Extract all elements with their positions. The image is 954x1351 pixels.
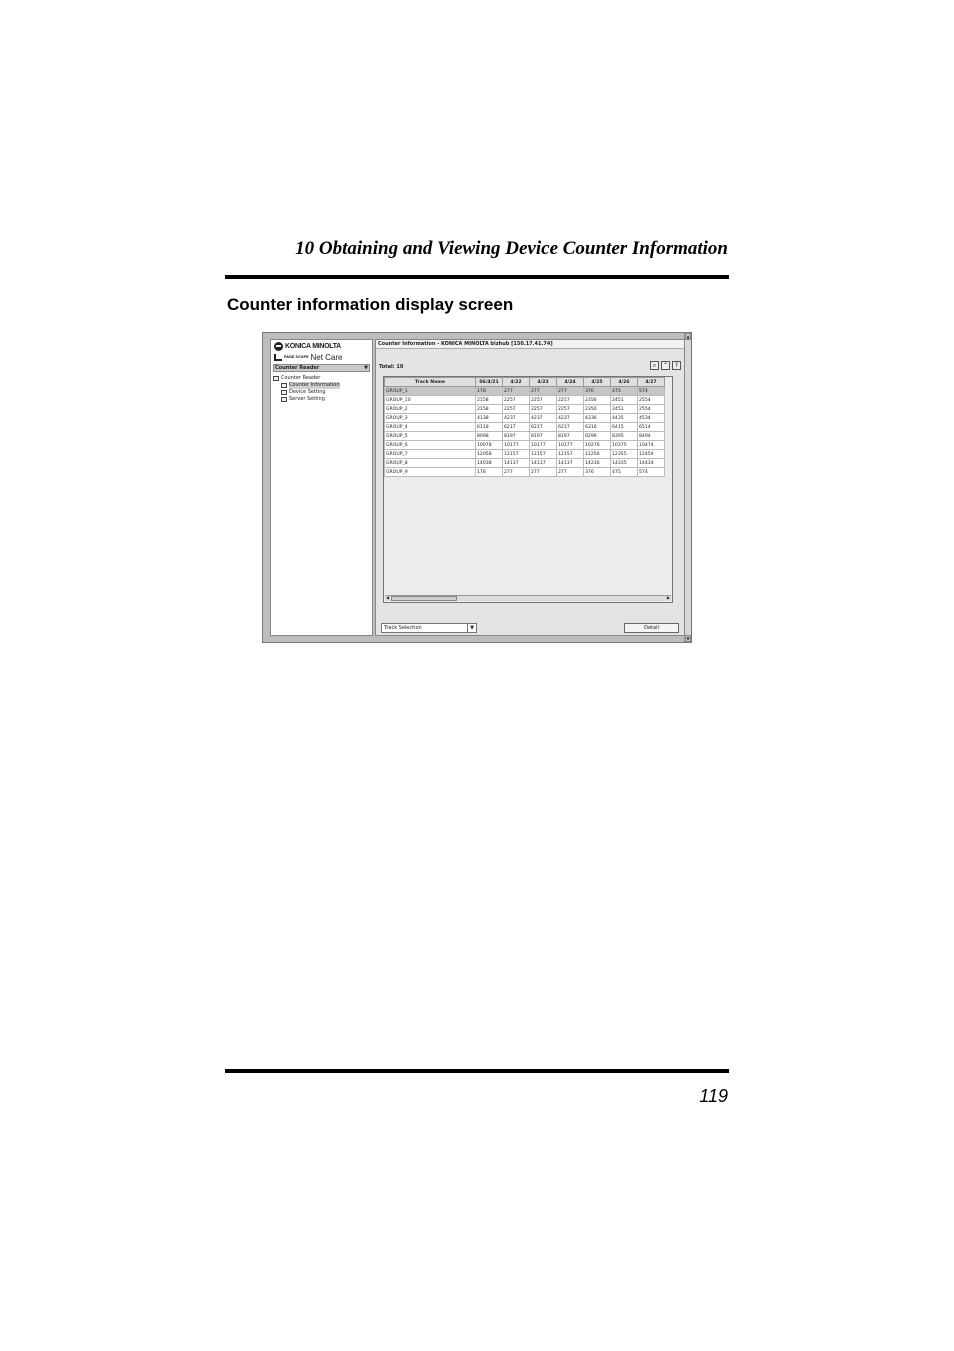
counter-cell: 8296 <box>584 432 611 441</box>
scroll-up-icon[interactable]: ▲ <box>686 334 690 339</box>
counter-cell: 2158 <box>476 396 503 405</box>
scroll-left-icon[interactable]: ◀ <box>386 595 390 600</box>
section-title: Counter information display screen <box>227 295 514 314</box>
track-name-cell: GROUP_7 <box>385 450 476 459</box>
counter-cell: 178 <box>476 387 503 396</box>
pagescope-mark-icon <box>274 354 282 361</box>
counter-cell: 4336 <box>584 414 611 423</box>
counter-cell: 12454 <box>638 450 665 459</box>
table-horizontal-scrollbar[interactable] <box>385 595 671 601</box>
counter-cell: 14137 <box>557 459 584 468</box>
window-vertical-scrollbar[interactable] <box>684 333 691 642</box>
counter-cell: 2356 <box>584 396 611 405</box>
column-header[interactable]: 4/25 <box>584 378 611 387</box>
column-header[interactable]: 4/24 <box>557 378 584 387</box>
counter-cell: 6415 <box>611 423 638 432</box>
counter-cell: 2257 <box>557 405 584 414</box>
counter-cell: 8197 <box>530 432 557 441</box>
counter-cell: 4138 <box>476 414 503 423</box>
counter-cell: 4237 <box>557 414 584 423</box>
scrollbar-thumb[interactable] <box>391 596 457 601</box>
tree-root-counter-reader[interactable]: Counter Reader <box>273 375 340 382</box>
counter-cell: 4435 <box>611 414 638 423</box>
counter-cell: 8098 <box>476 432 503 441</box>
counter-cell: 8197 <box>503 432 530 441</box>
track-name-cell: GROUP_9 <box>385 468 476 477</box>
counter-cell: 277 <box>503 387 530 396</box>
counter-cell: 6217 <box>530 423 557 432</box>
app-screenshot <box>262 332 692 643</box>
track-selection-value: Track Selection <box>384 625 422 631</box>
counter-cell: 6217 <box>557 423 584 432</box>
counter-cell: 2257 <box>557 396 584 405</box>
scroll-right-icon[interactable]: ▶ <box>666 595 670 600</box>
table-row[interactable] <box>385 414 665 423</box>
tree-item-server-setting[interactable]: Server Setting <box>273 396 340 403</box>
counter-cell: 2158 <box>476 405 503 414</box>
track-name-cell: GROUP_3 <box>385 414 476 423</box>
product-prefix: PAGE SCOPE <box>284 354 309 359</box>
counter-cell: 14038 <box>476 459 503 468</box>
counter-cell: 6514 <box>638 423 665 432</box>
product-logo <box>274 353 342 362</box>
counter-cell: 10375 <box>611 441 638 450</box>
track-name-cell: GROUP_6 <box>385 441 476 450</box>
footer-rule <box>225 1069 729 1073</box>
total-count: Total: 10 <box>379 364 404 370</box>
counter-cell: 8197 <box>557 432 584 441</box>
device-icon <box>281 390 287 395</box>
refresh-icon[interactable]: ⌃ <box>662 362 669 369</box>
counter-cell: 277 <box>530 387 557 396</box>
counter-cell: 574 <box>638 468 665 477</box>
column-header[interactable]: 4/23 <box>530 378 557 387</box>
table-row[interactable] <box>385 468 665 477</box>
toolbar <box>650 361 681 370</box>
counter-cell: 2257 <box>503 405 530 414</box>
counter-cell: 277 <box>503 468 530 477</box>
counter-cell: 475 <box>611 387 638 396</box>
table-row[interactable] <box>385 450 665 459</box>
counter-cell: 12157 <box>503 450 530 459</box>
counter-table <box>384 377 665 477</box>
table-header-row <box>385 378 665 387</box>
counter-cell: 2350 <box>584 405 611 414</box>
counter-cell: 10177 <box>557 441 584 450</box>
column-header[interactable]: Track Name <box>385 378 476 387</box>
tree-item-counter-information[interactable]: Counter Information <box>273 382 340 389</box>
table-row[interactable] <box>385 441 665 450</box>
chapter-title: 10 Obtaining and Viewing Device Counter Information <box>295 238 728 259</box>
counter-cell: 2451 <box>611 405 638 414</box>
table-row[interactable] <box>385 432 665 441</box>
header-rule <box>225 275 729 279</box>
counter-cell: 10474 <box>638 441 665 450</box>
table-row[interactable] <box>385 459 665 468</box>
counter-cell: 10177 <box>503 441 530 450</box>
counter-icon <box>281 383 287 388</box>
chevron-down-icon[interactable]: ▼ <box>364 365 368 371</box>
counter-cell: 376 <box>584 468 611 477</box>
counter-cell: 4534 <box>638 414 665 423</box>
counter-table-container <box>383 376 673 603</box>
tree-item-device-setting[interactable]: Device Setting <box>273 389 340 396</box>
detail-button[interactable]: Detail <box>624 623 679 633</box>
counter-cell: 12355 <box>611 450 638 459</box>
track-name-cell: GROUP_4 <box>385 423 476 432</box>
counter-cell: 2554 <box>638 405 665 414</box>
counter-cell: 2257 <box>530 396 557 405</box>
navigation-tree <box>273 375 340 403</box>
help-icon[interactable]: ? <box>672 361 681 370</box>
counter-cell: 4237 <box>530 414 557 423</box>
folder-icon <box>273 376 279 381</box>
scroll-down-icon[interactable]: ▼ <box>686 636 690 641</box>
navigation-pane <box>270 339 373 636</box>
counter-cell: 6316 <box>584 423 611 432</box>
column-header[interactable]: 4/26 <box>611 378 638 387</box>
brand-name: KONICA MINOLTA <box>285 343 341 350</box>
counter-cell: 10276 <box>584 441 611 450</box>
track-name-cell: GROUP_2 <box>385 405 476 414</box>
table-row[interactable] <box>385 387 665 396</box>
counter-cell: 2451 <box>611 396 638 405</box>
column-header[interactable]: 4/22 <box>503 378 530 387</box>
column-header[interactable]: 4/27 <box>638 378 665 387</box>
counter-cell: 376 <box>584 387 611 396</box>
counter-cell: 14236 <box>584 459 611 468</box>
track-name-cell: GROUP_5 <box>385 432 476 441</box>
content-pane <box>375 339 685 636</box>
server-icon <box>281 397 287 402</box>
counter-cell: 2257 <box>530 405 557 414</box>
function-selector[interactable] <box>273 364 370 372</box>
product-name: Net Care <box>310 353 343 362</box>
chevron-down-icon[interactable]: ▼ <box>467 624 476 632</box>
counter-cell: 12058 <box>476 450 503 459</box>
counter-cell: 10078 <box>476 441 503 450</box>
counter-cell: 574 <box>638 387 665 396</box>
brand-logo <box>274 342 341 351</box>
page-number: 119 <box>699 1086 728 1106</box>
table-row[interactable] <box>385 423 665 432</box>
konica-minolta-globe-icon <box>274 342 283 351</box>
counter-cell: 14335 <box>611 459 638 468</box>
counter-cell: 178 <box>476 468 503 477</box>
counter-cell: 12256 <box>584 450 611 459</box>
counter-cell: 14137 <box>530 459 557 468</box>
function-selector-value: Counter Reader <box>275 365 320 371</box>
counter-cell: 14434 <box>638 459 665 468</box>
counter-cell: 475 <box>611 468 638 477</box>
counter-cell: 10177 <box>530 441 557 450</box>
counter-cell: 8395 <box>611 432 638 441</box>
counter-cell: 2554 <box>638 396 665 405</box>
table-row[interactable] <box>385 396 665 405</box>
counter-cell: 277 <box>557 468 584 477</box>
counter-cell: 12157 <box>530 450 557 459</box>
counter-cell: 12157 <box>557 450 584 459</box>
counter-cell: 14137 <box>503 459 530 468</box>
counter-cell: 277 <box>557 387 584 396</box>
track-name-cell: GROUP_10 <box>385 396 476 405</box>
counter-cell: 4237 <box>503 414 530 423</box>
track-name-cell: GROUP_8 <box>385 459 476 468</box>
track-selection-dropdown[interactable] <box>381 623 477 633</box>
table-row[interactable] <box>385 405 665 414</box>
pane-title: Counter Information - KONICA MINOLTA bizhub [150.17.41.74] <box>376 340 684 349</box>
counter-cell: 2257 <box>503 396 530 405</box>
track-name-cell: GROUP_1 <box>385 387 476 396</box>
column-header[interactable]: 06/4/21 <box>476 378 503 387</box>
counter-cell: 8494 <box>638 432 665 441</box>
search-icon[interactable]: ⌕ <box>650 361 659 370</box>
counter-cell: 6217 <box>503 423 530 432</box>
counter-cell: 6118 <box>476 423 503 432</box>
counter-cell: 277 <box>530 468 557 477</box>
